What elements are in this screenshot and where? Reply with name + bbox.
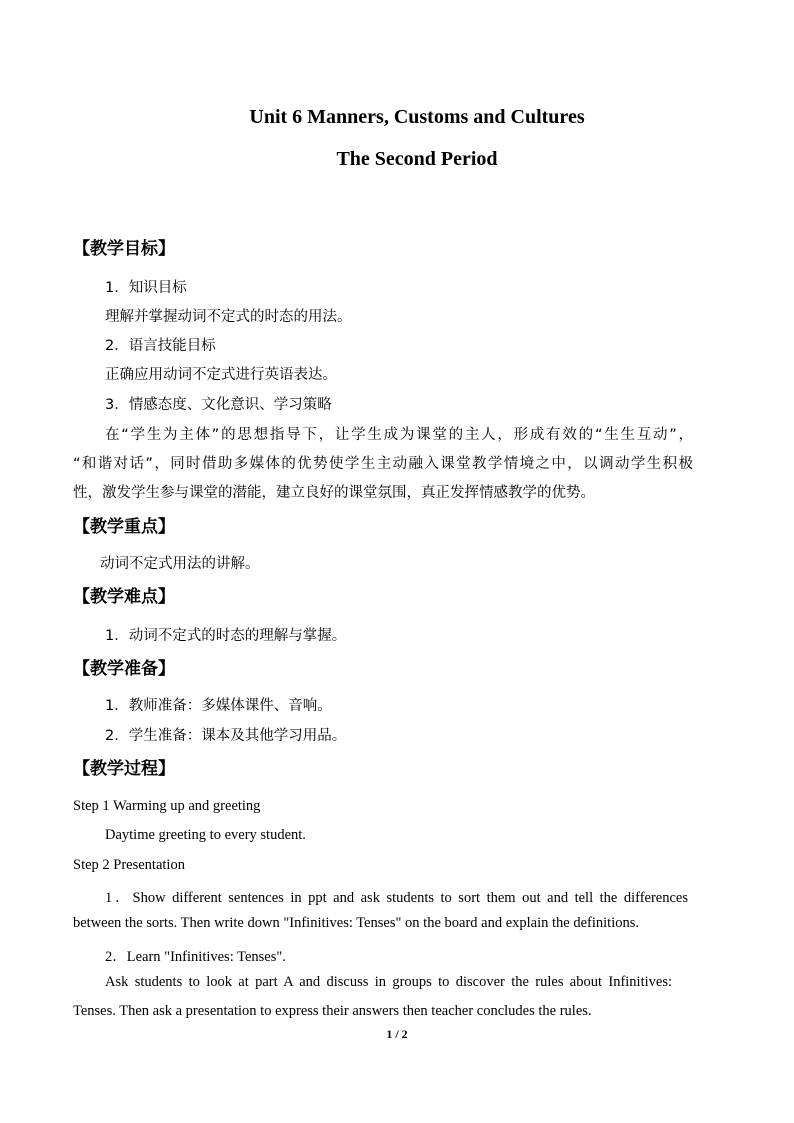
page-number: 1 / 2 <box>386 1027 408 1041</box>
step-2-item-2-title: 2．Learn "Infinitives: Tenses". <box>105 949 286 965</box>
document-title: Unit 6 Manners, Customs and Cultures <box>249 106 585 128</box>
objective-3-line-2: “和谐对话”，同时借助多媒体的优势使学生主动融入课堂教学情境之中，以调动学生积极 <box>73 456 693 472</box>
preparation-item-2: 2．学生准备：课本及其他学习用品。 <box>105 728 347 744</box>
objective-1-title: 1．知识目标 <box>105 280 187 296</box>
preparation-heading: 【教学准备】 <box>73 659 175 679</box>
objectives-heading: 【教学目标】 <box>73 239 175 259</box>
step-1-title: Step 1 Warming up and greeting <box>73 798 261 814</box>
key-points-text: 动词不定式用法的讲解。 <box>100 556 260 572</box>
objective-2-title: 2．语言技能目标 <box>105 338 216 354</box>
key-points-heading: 【教学重点】 <box>73 517 175 537</box>
difficulties-text: 1．动词不定式的时态的理解与掌握。 <box>105 628 347 644</box>
step-2-item-1-line-1: 1．Show different sentences in ppt and ask students to sort them out and tell the differences <box>105 890 688 906</box>
step-2-item-2-line-1: Ask students to look at part A and discuss in groups to discover the rules about Infinitives: <box>105 974 672 990</box>
objective-3-line-1: 在“学生为主体”的思想指导下，让学生成为课堂的主人，形成有效的“生生互动”， <box>105 427 693 443</box>
objective-1-text: 理解并掌握动词不定式的时态的用法。 <box>105 309 352 325</box>
step-1-text: Daytime greeting to every student. <box>105 827 306 843</box>
objective-3-line-3: 性，激发学生参与课堂的潜能，建立良好的课堂氛围，真正发挥情感教学的优势。 <box>73 485 595 501</box>
step-2-title: Step 2 Presentation <box>73 857 185 873</box>
objective-2-text: 正确应用动词不定式进行英语表达。 <box>105 367 337 383</box>
difficulties-heading: 【教学难点】 <box>73 587 175 607</box>
step-2-item-2-line-2: Tenses. Then ask a presentation to express their answers then teacher concludes the rules. <box>73 1003 592 1019</box>
preparation-item-1: 1．教师准备：多媒体课件、音响。 <box>105 698 332 714</box>
objective-3-title: 3．情感态度、文化意识、学习策略 <box>105 397 332 413</box>
document-subtitle: The Second Period <box>336 148 498 170</box>
process-heading: 【教学过程】 <box>73 759 175 779</box>
step-2-item-1-line-2: between the sorts. Then write down "Infinitives: Tenses" on the board and explain the definitions. <box>73 915 639 931</box>
